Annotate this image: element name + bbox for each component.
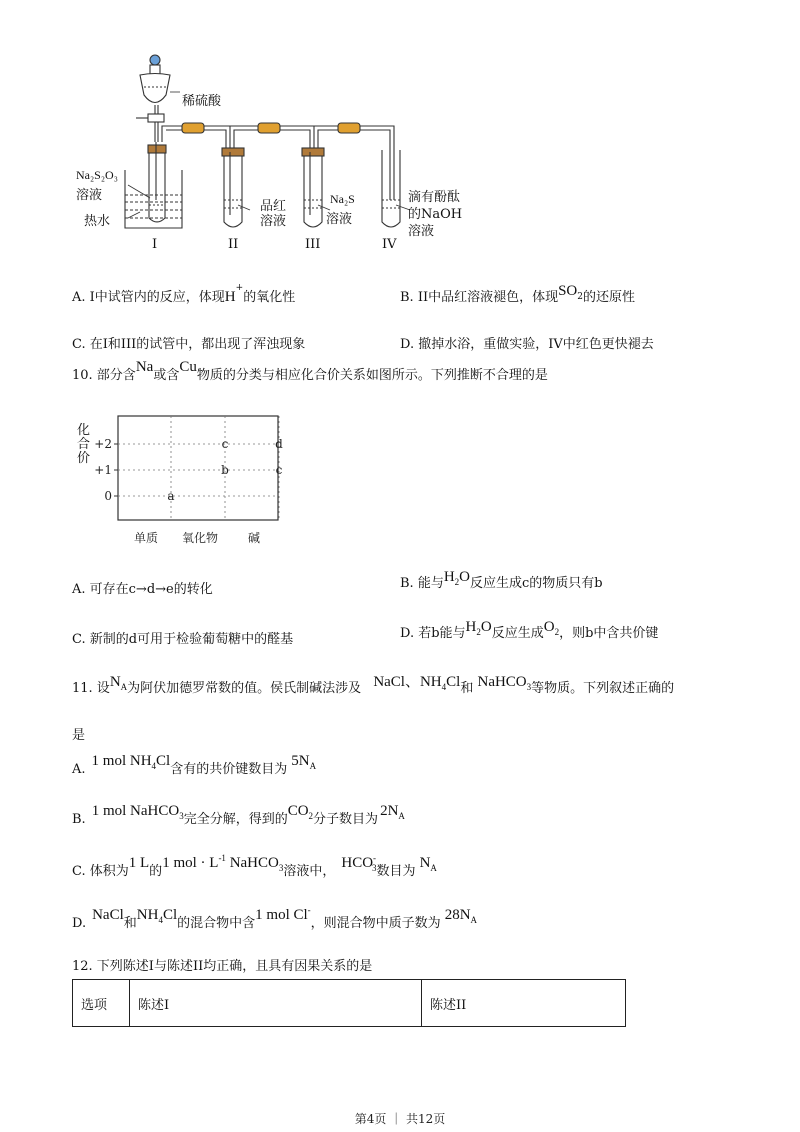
y-tick-label: +2 [94,437,112,451]
table-row [73,980,626,1027]
q9-option-d: D. 撤掉水浴，重做实验，IV中红色更快褪去 [400,337,654,352]
point-label: a [167,489,175,503]
test-tube-i [148,132,166,222]
q9-option-c: C. 在I和III的试管中，都出现了浑浊现象 [72,337,306,352]
tube2-label-2: 溶液 [260,214,287,229]
roman-label-ii: II [228,237,239,252]
q11-stem-cont: 是 [72,728,86,743]
chart-frame [118,416,278,520]
test-tube-iv [382,150,400,227]
tube3-label-2: 溶液 [326,212,353,227]
test-tube-ii [222,148,244,227]
q9-option-b: B. II中品红溶液褪色，体现$SO_2$的还原性 [400,283,636,305]
point-label: b [221,463,229,477]
q11-option-d: D.NaCl和$NH_4Cl$的混合物中含1 mol Cl-，则混合物中质子数为$28N_A$ [72,905,478,931]
x-tick-label: 氧化物 [181,531,219,545]
valence-chart [92,410,292,545]
y-tick-label: +1 [94,463,112,477]
q10-stem: 10. 部分含Na或含Cu物质的分类与相应化合价关系如图所示。下列推断不合理的是 [72,359,548,383]
chart-ylabel: 化合价 [77,423,91,466]
na2s2o3-label: Na₂S₂O₃ [76,168,118,182]
point-label: d [275,437,283,451]
na2s2o3-solution-label: 溶液 [76,188,103,203]
page-footer: 第4页 ｜ 共12页 [354,1112,446,1126]
q11-option-b: B.1 mol NaHCO$_3$完全分解，得到的$CO_2$分子数目为$2N_A$ [72,803,405,827]
tube4-label-1: 滴有酚酞 [408,190,461,205]
q11-option-a: A.1 mol $NH_4Cl$含有的共价键数目为$5N_A$ [72,753,317,777]
point-label: c [221,437,229,451]
table-header-cell: 选项 [73,980,130,1027]
acid-label: 稀硫酸 [182,94,222,109]
q11-stem: 11. 设$N_A$为阿伏加德罗常数的值。侯氏制碱法涉及 NaCl、$NH_4Cl$和 NaHCO$_3$等物质。下列叙述正确的 [72,674,675,696]
q9-option-a: A. I中试管内的反应，体现H+的氧化性 [72,282,296,305]
roman-label-iii: III [305,237,321,252]
q10-option-a: A. 可存在c→d→e的转化 [72,582,213,597]
q12-stem: 12. 下列陈述I与陈述II均正确，且具有因果关系的是 [72,959,373,974]
tube4-label-3: 溶液 [408,224,435,239]
connecting-tubes [162,123,394,200]
table-header-cell: 陈述I [130,980,422,1027]
dropping-funnel [136,55,170,142]
table-header-cell: 陈述II [422,980,626,1027]
x-tick-label: 单质 [133,531,159,545]
x-tick-label: 碱 [247,531,261,545]
tube2-label-1: 品红 [260,199,287,214]
q12-table [72,979,626,1027]
q11-option-c: C. 体积为1 L的1 mol · $L^{-1}$ NaHCO$_3$溶液中，$HCO^-_3$数目为$N_A$ [72,853,437,879]
roman-label-iv: IV [382,237,397,252]
y-tick-label: 0 [104,489,112,503]
tube3-label-1: Na₂S [330,192,355,206]
q10-option-d: D. 若b能与$H_2O$反应生成$O_2$，则b中含共价键 [400,619,659,641]
roman-label-i: I [152,237,158,252]
test-tube-iii [302,148,324,227]
beaker [125,170,182,228]
q10-option-b: B. 能与$H_2O$反应生成c的物质只有b [400,569,603,591]
tube4-label-2: 的NaOH [408,207,463,222]
point-label: c [275,463,283,477]
hot-water-label: 热水 [84,214,111,229]
q10-option-c: C. 新制的d可用于检验葡萄糖中的醛基 [72,632,294,647]
